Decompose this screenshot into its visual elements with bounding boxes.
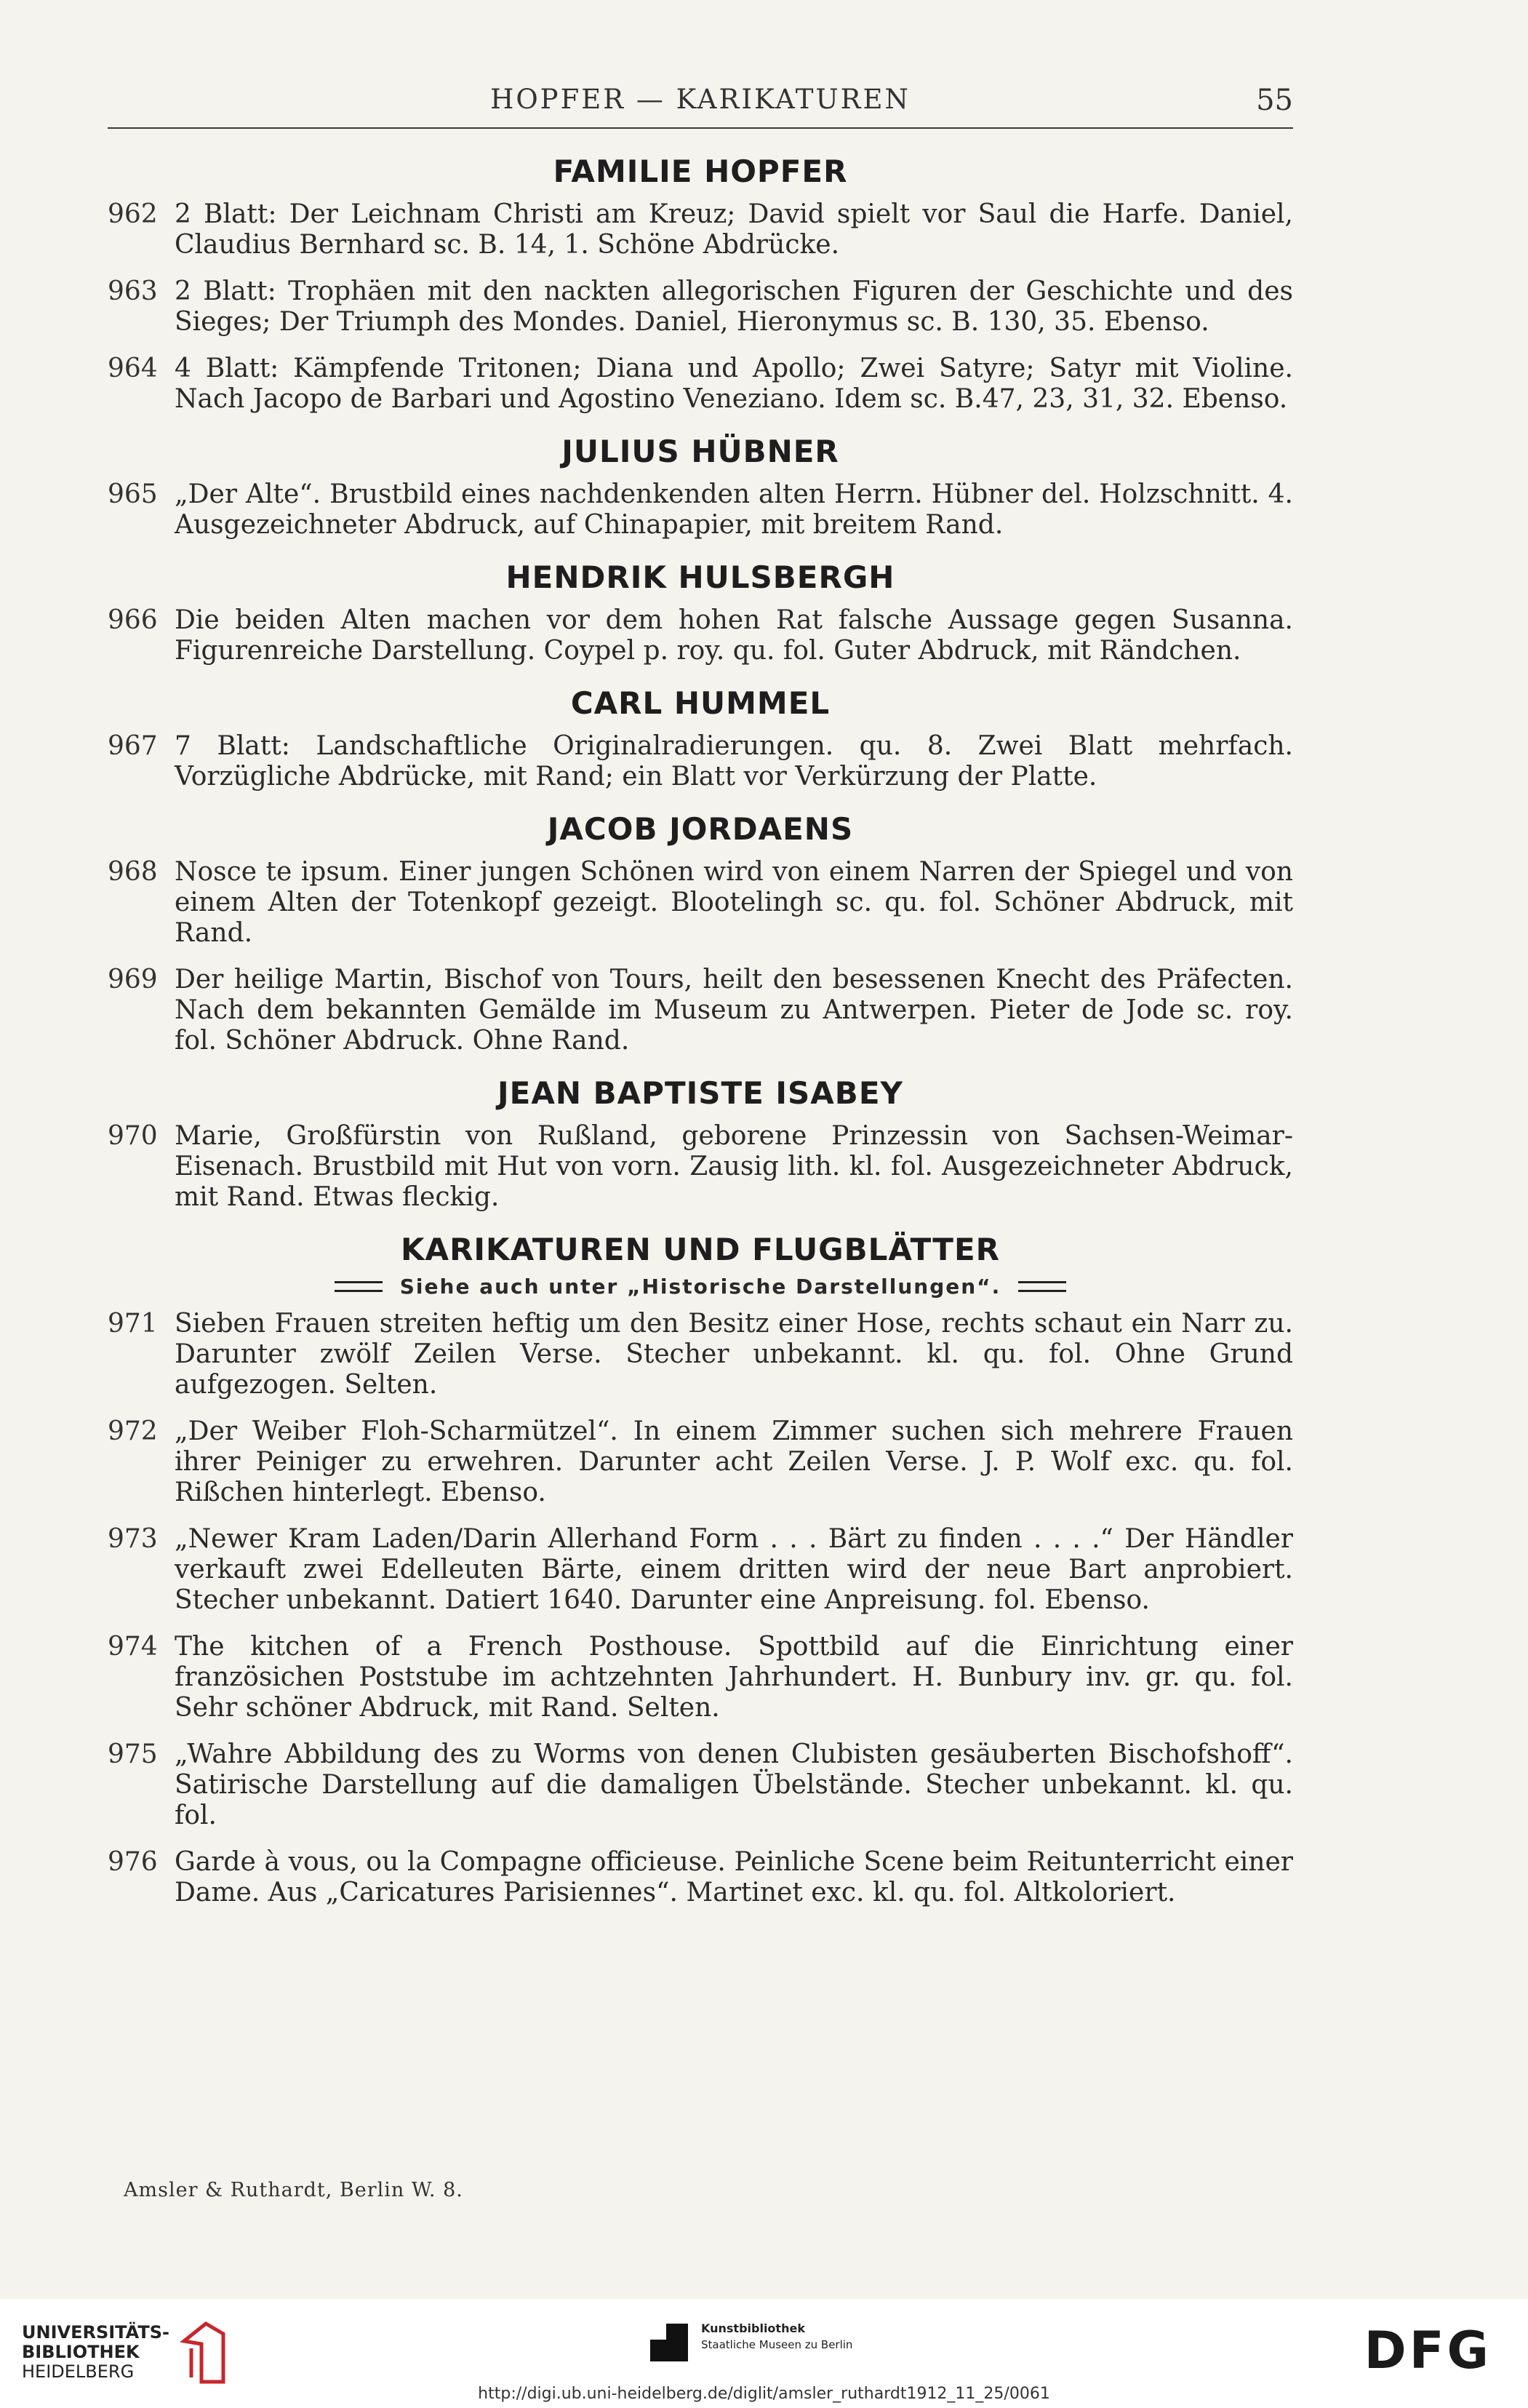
catalog-entry [108,1309,1293,1400]
ub-logo-line-3: HEIDELBERG [22,2361,135,2382]
entry-text: „Der Weiber Floh-Scharmützel“. In einem Zimmer suchen sich mehrere Frauen ihrer Peiniger zu erwehren. Darunter acht Zeilen Verse. J. P. Wolf exc. qu. fol. Rißchen hinterlegt. Ebenso. [175,1416,1293,1507]
kunstbibliothek-wordmark [701,2321,852,2353]
kunstbibliothek-emblem-icon [647,2321,691,2364]
entry-text: „Wahre Abbildung des zu Worms von denen Clubisten gesäuberten Bischofshoff“. Satirische Darstellung auf die damaligen Übelstände. Stecher unbekannt. kl. qu. fol. [175,1739,1293,1830]
catalog-entry [108,199,1293,260]
entry-number: 963 [108,276,158,306]
section-title: JACOB JORDAENS [547,811,854,847]
entry-text: 2 Blatt: Der Leichnam Christi am Kreuz; David spielt vor Saul die Harfe. Daniel, Claudius Bernhard sc. B. 14, 1. Schöne Abdrücke. [175,199,1293,260]
catalog-entry [108,605,1293,666]
catalog-entry [108,1739,1293,1831]
double-rule-left [335,1281,383,1292]
running-header [108,76,1293,129]
entry-text: Marie, Großfürstin von Rußland, geborene Prinzessin von Sachsen-Weimar-Eisenach. Brustbild mit Hut von vorn. Zausig lith. kl. fol. Ausgezeichneter Abdruck, mit Rand. Etwas fleckig. [175,1121,1293,1212]
publisher-imprint: Amsler & Ruthardt, Berlin W. 8. [124,2179,463,2201]
digitization-footer [0,2299,1528,2408]
entry-number: 971 [108,1309,158,1339]
entry-number: 970 [108,1121,158,1151]
catalog-entry [108,1632,1293,1723]
entry-number: 969 [108,965,158,994]
catalog-entry [108,354,1293,415]
entry-text: Nosce te ipsum. Einer jungen Schönen wird von einem Narren der Spiegel und von einem Alten der Totenkopf gezeigt. Blootelingh sc. qu. fol. Schöner Abdruck, mit Rand. [175,857,1293,948]
catalog-entry [108,1121,1293,1213]
dfg-logo[interactable]: DFG [1364,2321,1492,2380]
page-number: 55 [1256,84,1293,117]
entry-text: „Der Alte“. Brustbild eines nachdenkenden alten Herrn. Hübner del. Holzschnitt. 4. Ausgezeichneter Abdruck, auf Chinapapier, mit breitem Rand. [175,479,1293,540]
entry-number: 975 [108,1739,158,1769]
entry-text: 2 Blatt: Trophäen mit den nackten allegorischen Figuren der Geschichte und des Sieges; Der Triumph des Mondes. Daniel, Hieronymus sc. B. 130, 35. Ebenso. [175,276,1293,337]
kb-logo-line-2: Staatliche Museen zu Berlin [701,2338,853,2351]
entry-text: Garde à vous, ou la Compagne officieuse. Peinliche Scene beim Reitunterricht einer Dame. Aus „Caricatures Parisiennes“. Martinet exc. kl. qu. fol. Altkoloriert. [175,1847,1293,1907]
catalog-entry [108,965,1293,1056]
entry-number: 973 [108,1524,158,1554]
source-url[interactable]: http://digi.ub.uni-heidelberg.de/diglit/amsler_ruthardt1912_11_25/0061 [478,2385,1050,2403]
entry-number: 968 [108,857,158,887]
entry-number: 976 [108,1847,158,1877]
entry-number: 967 [108,731,158,761]
entry-text: 4 Blatt: Kämpfende Tritonen; Diana und Apollo; Zwei Satyre; Satyr mit Violine. Nach Jacopo de Barbari und Agostino Veneziano. Idem sc. B.47, 23, 31, 32. Ebenso. [175,354,1293,414]
entry-number: 964 [108,354,158,383]
entry-text: The kitchen of a French Posthouse. Spottbild auf die Einrichtung einer französichen Poststube im achtzehnten Jahrhundert. H. Bunbury inv. gr. qu. fol. Sehr schöner Abdruck, mit Rand. Selten. [175,1632,1293,1723]
entry-text: 7 Blatt: Landschaftliche Originalradierungen. qu. 8. Zwei Blatt mehrfach. Vorzügliche Abdrücke, mit Rand; ein Blatt vor Verkürzung der Platte. [175,731,1293,792]
entry-number: 972 [108,1416,158,1446]
ub-heidelberg-logo[interactable] [22,2319,228,2385]
page-body [108,76,1293,1924]
kb-logo-line-1: Kunstbibliothek [701,2321,805,2335]
entry-number: 974 [108,1632,158,1662]
entry-text: Sieben Frauen streiten heftig um den Besitz einer Hose, rechts schaut ein Narr zu. Darunter zwölf Zeilen Verse. Stecher unbekannt. kl. qu. fol. Ohne Grund aufgezogen. Selten. [175,1309,1293,1400]
section-title: JULIUS HÜBNER [561,434,839,469]
entry-number: 965 [108,479,158,509]
catalog-entry [108,276,1293,338]
section-title: FAMILIE HOPFER [553,154,848,189]
entry-text: Die beiden Alten machen vor dem hohen Rat falsche Aussage gegen Susanna. Figurenreiche Darstellung. Coypel p. roy. qu. fol. Guter Abdruck, mit Rändchen. [175,605,1293,666]
section-title: HENDRIK HULSBERGH [505,559,895,595]
catalog-entry [108,1416,1293,1508]
entry-number: 966 [108,605,158,635]
section-title: KARIKATUREN UND FLUGBLÄTTER [401,1232,1000,1267]
section-title: JEAN BAPTISTE ISABEY [497,1075,903,1111]
entry-text: „Newer Kram Laden/Darin Allerhand Form . . . Bärt zu finden . . . .“ Der Händler verkauft zwei Edelleuten Bärte, einem dritten wird der neue Bart anprobiert. Stecher unbekannt. Datiert 1640. Darunter eine Anpreisung. fol. Ebenso. [175,1524,1293,1615]
entry-text: Der heilige Martin, Bischof von Tours, heilt den besessenen Knecht des Präfecten. Nach dem bekannten Gemälde im Museum zu Antwerpen. Pieter de Jode sc. roy. fol. Schöner Abdruck. Ohne Rand. [175,965,1293,1056]
ub-logo-line-2: BIBLIOTHEK [22,2341,140,2362]
section-title: CARL HUMMEL [570,685,831,721]
kunstbibliothek-logo[interactable] [647,2321,852,2364]
ub-logo-line-1: UNIVERSITÄTS- [22,2321,170,2343]
running-title: HOPFER — KARIKATUREN [490,84,911,115]
catalog-entry [108,1847,1293,1908]
catalog-entry [108,731,1293,792]
double-rule-right [1018,1281,1066,1292]
catalog-entry [108,857,1293,949]
catalog-entry [108,1524,1293,1616]
catalog-entry [108,479,1293,541]
cross-reference-text: Siehe auch unter „Historische Darstellungen“. [399,1275,1001,1299]
entry-number: 962 [108,199,158,229]
ub-heidelberg-wordmark [22,2323,169,2382]
cross-reference-note [108,1275,1293,1299]
ub-emblem-icon [177,2319,228,2385]
